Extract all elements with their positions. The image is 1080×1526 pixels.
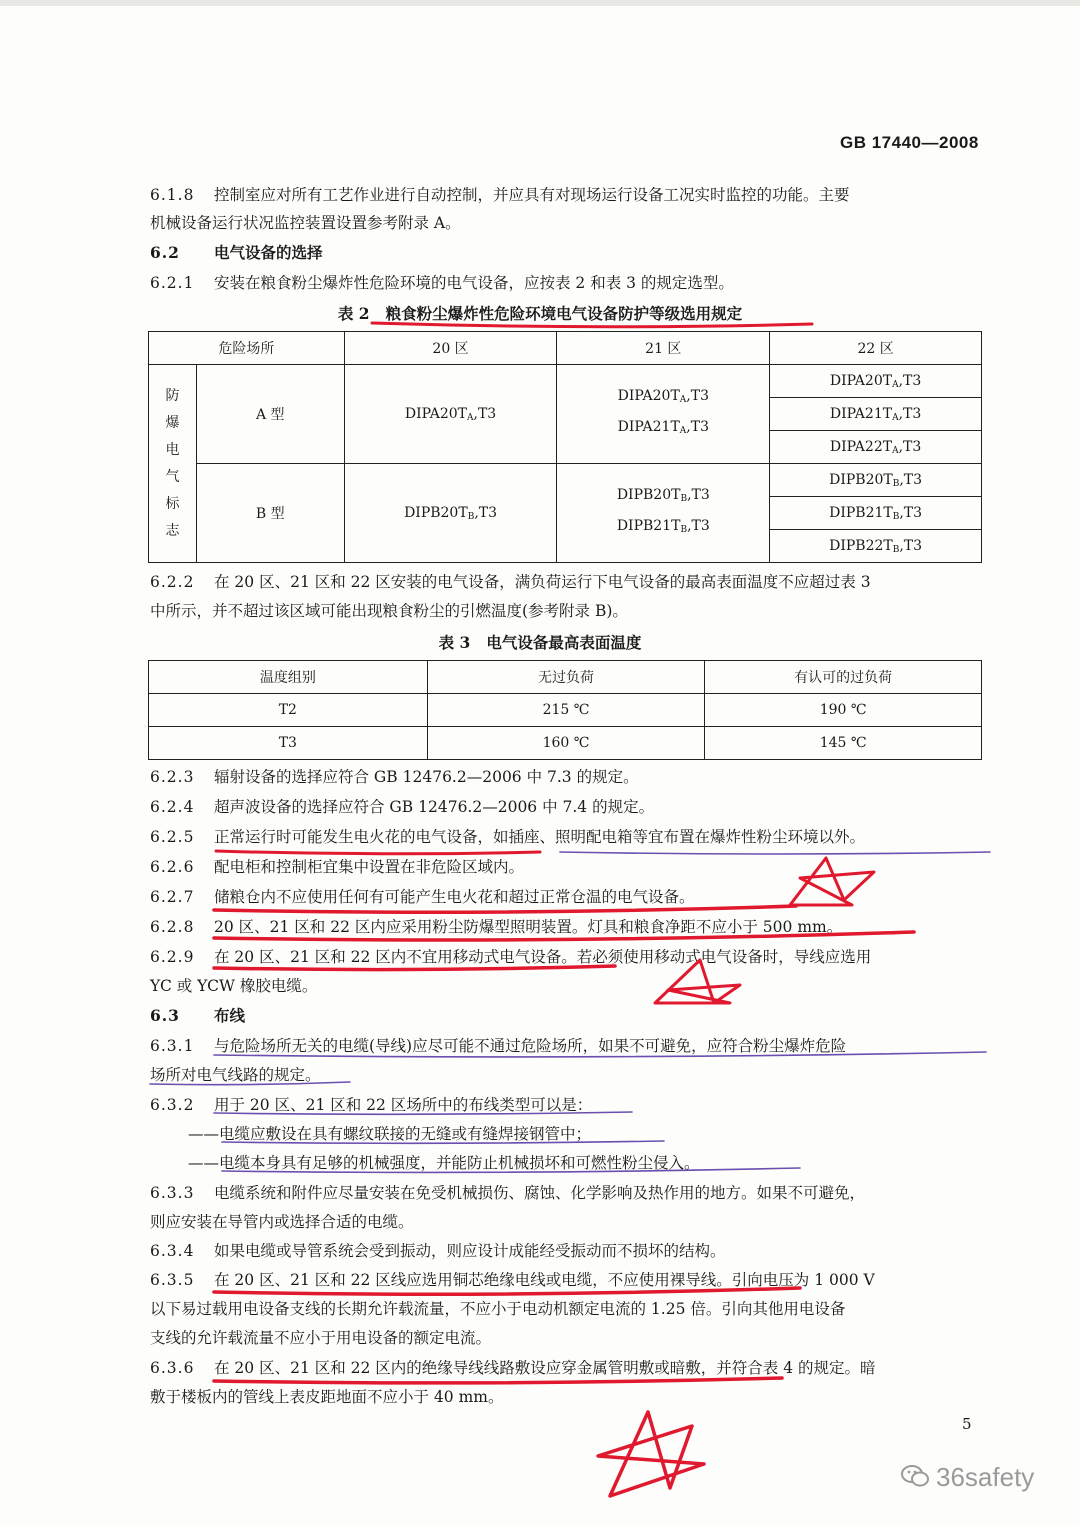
- label-char: 防: [165, 387, 180, 404]
- para-6-2-2: [150, 571, 990, 593]
- para-text: 与危险场所无关的电缆(导线)应尽可能不通过危险场所，如果不可避免，应符合粉尘爆炸危险: [214, 1037, 847, 1055]
- para-6-1-8: [150, 184, 990, 206]
- clause-number: 6.3.4: [150, 1242, 195, 1260]
- cell: $DIPB22T_B,T3$: [770, 530, 982, 563]
- cell: $DIPA21T_A,T3$: [770, 398, 982, 431]
- para-6-2-1: [150, 272, 990, 294]
- cell: $DIPB20T_B,T3$ $DIPB21T_B,T3$: [557, 464, 770, 563]
- page-top-edge: [0, 0, 1080, 6]
- para-text: 20 区、21 区和 22 区内应采用粉尘防爆型照明装置。灯具和粮食净距不应小于 500 mm。: [214, 918, 843, 936]
- table-row: [149, 365, 982, 398]
- cell: $DIPB20T_B,T3$: [344, 464, 557, 563]
- cell: T3: [149, 727, 428, 760]
- cell: $DIPB20T_B,T3$: [770, 464, 982, 497]
- para-6-2-3: [150, 766, 990, 788]
- para-text: 在 20 区、21 区和 22 区内的绝缘导线线路敷设应穿金属管明敷或暗敷，并符合表 4 的规定。暗: [214, 1359, 876, 1377]
- table-title: 电气设备最高表面温度: [486, 633, 642, 652]
- clause-number: 6.3.3: [150, 1184, 195, 1202]
- cell: 160 ℃: [427, 727, 705, 760]
- para-text: YC 或 YCW 橡胶电缆。: [150, 977, 318, 995]
- type-a-label: A 型: [196, 365, 344, 464]
- watermark: [900, 1462, 1034, 1493]
- clause-number: 6.3.2: [150, 1096, 195, 1114]
- para-text: 支线的允许载流量不应小于用电设备的额定电流。: [150, 1329, 492, 1347]
- header-cell: 21 区: [557, 332, 770, 365]
- section-6-3-heading: [150, 1005, 990, 1027]
- header-cell: 22 区: [770, 332, 982, 365]
- watermark-text: 36safety: [936, 1462, 1035, 1492]
- row-group-label: [149, 365, 197, 563]
- table2-caption: [0, 302, 1080, 324]
- cell: $DIPA20T_A,T3$ $DIPA21T_A,T3$: [557, 365, 770, 464]
- para-text: 以下易过载用电设备支线的长期允许载流量，不应小于电动机额定电流的 1.25 倍。引向其他用电设备: [150, 1300, 846, 1318]
- table-3: [148, 660, 982, 760]
- cell: $DIPA20T_A,T3$: [770, 365, 982, 398]
- table-title: 粮食粉尘爆炸性危险环境电气设备防护等级选用规定: [385, 304, 743, 323]
- para-text: 敷于楼板内的管线上表皮距地面不应小于 40 mm。: [150, 1388, 504, 1406]
- para-6-2-2-cont: [150, 600, 990, 622]
- para-6-3-4: [150, 1240, 990, 1262]
- label-char: 气: [165, 468, 180, 485]
- para-text: 场所对电气线路的规定。: [150, 1066, 321, 1084]
- section-6-2-heading: [150, 242, 990, 264]
- header-cell: 有认可的过负荷: [705, 661, 982, 694]
- header-cell: 无过负荷: [427, 661, 705, 694]
- label-char: 电: [165, 441, 180, 458]
- para-6-3-3-cont: [150, 1211, 990, 1233]
- para-6-3-1-cont: [150, 1064, 990, 1086]
- para-6-3-5-cont: [150, 1327, 990, 1349]
- para-6-2-9-cont: [150, 975, 990, 997]
- para-6-3-6: [150, 1357, 990, 1379]
- clause-number: 6.2.1: [150, 274, 195, 292]
- para-6-3-5-cont: [150, 1298, 990, 1320]
- list-item: [188, 1152, 1028, 1174]
- list-item: [188, 1123, 1028, 1145]
- para-text: 在 20 区、21 区和 22 区安装的电气设备，满负荷运行下电气设备的最高表面温度不应超过表 3: [214, 573, 871, 591]
- label-char: 爆: [165, 414, 180, 431]
- section-title: 电气设备的选择: [214, 243, 323, 262]
- wechat-icon: [900, 1463, 930, 1489]
- para-6-1-8-cont: [150, 212, 990, 234]
- para-text: 控制室应对所有工艺作业进行自动控制，并应具有对现场运行设备工况实时监控的功能。主要: [214, 186, 850, 204]
- clause-number: 6.2.3: [150, 768, 195, 786]
- clause-number: 6.2.9: [150, 948, 195, 966]
- para-text: 超声波设备的选择应符合 GB 12476.2—2006 中 7.4 的规定。: [214, 798, 655, 816]
- cell: 190 ℃: [705, 694, 982, 727]
- section-title: 布线: [214, 1006, 246, 1025]
- cell: T2: [149, 694, 428, 727]
- para-text: 在 20 区、21 区和 22 区内不宜用移动式电气设备。若必须使用移动式电气设备时，导线应选用: [214, 948, 872, 966]
- section-number: 6.2: [150, 243, 180, 262]
- table-number: 表 3: [438, 633, 471, 652]
- label-char: 志: [165, 522, 180, 539]
- clause-number: 6.3.1: [150, 1037, 195, 1055]
- red-underline: [216, 851, 540, 854]
- para-text: 如果电缆或导管系统会受到振动，则应设计成能经受振动而不损坏的结构。: [214, 1242, 726, 1260]
- para-text: 在 20 区、21 区和 22 区线应选用铜芯绝缘电线或电缆，不应使用裸导线。引向电压为 1 000 V: [214, 1271, 875, 1289]
- table-header-row: [149, 661, 982, 694]
- section-number: 6.3: [150, 1006, 180, 1025]
- cell: 145 ℃: [705, 727, 982, 760]
- clause-number: 6.3.6: [150, 1359, 195, 1377]
- table-row: [149, 694, 982, 727]
- page-number: 5: [962, 1415, 972, 1433]
- label-char: 标: [165, 495, 180, 512]
- para-text: 辐射设备的选择应符合 GB 12476.2—2006 中 7.3 的规定。: [214, 768, 639, 786]
- clause-number: 6.3.5: [150, 1271, 195, 1289]
- header-cell: 危险场所: [149, 332, 345, 365]
- table-row: [149, 464, 982, 497]
- cell: $DIPB21T_B,T3$: [770, 497, 982, 530]
- para-6-3-1: [150, 1035, 990, 1057]
- clause-number: 6.2.8: [150, 918, 195, 936]
- header-cell: 温度组别: [149, 661, 428, 694]
- para-6-3-2: [150, 1094, 990, 1116]
- para-6-2-5: [150, 826, 990, 848]
- list-item-text: ——电缆应敷设在具有螺纹联接的无缝或有缝焊接钢管中；: [188, 1125, 592, 1143]
- para-6-2-4: [150, 796, 990, 818]
- para-text: 用于 20 区、21 区和 22 区场所中的布线类型可以是：: [214, 1096, 593, 1114]
- para-6-2-6: [150, 856, 990, 878]
- para-text: 机械设备运行状况监控装置设置参考附录 A。: [150, 214, 461, 232]
- para-6-3-3: [150, 1182, 990, 1204]
- para-text: 配电柜和控制柜宜集中设置在非危险区域内。: [214, 858, 525, 876]
- para-text: 中所示，并不超过该区域可能出现粮食粉尘的引燃温度(参考附录 B)。: [150, 602, 628, 620]
- para-text: 电缆系统和附件应尽量安装在免受机械损伤、腐蚀、化学影响及热作用的地方。如果不可避免，: [214, 1184, 866, 1202]
- cell: 215 ℃: [427, 694, 705, 727]
- clause-number: 6.2.2: [150, 573, 195, 591]
- para-6-2-7: [150, 886, 990, 908]
- clause-number: 6.1.8: [150, 186, 195, 204]
- table-number: 表 2: [337, 304, 370, 323]
- para-6-3-6-cont: [150, 1386, 990, 1408]
- para-6-3-5: [150, 1269, 990, 1291]
- para-text: 则应安装在导管内或选择合适的电缆。: [150, 1213, 414, 1231]
- cell: $DIPA20T_A,T3$: [344, 365, 557, 464]
- red-star-mark: [598, 1412, 704, 1496]
- cell: $DIPA22T_A,T3$: [770, 431, 982, 464]
- table3-caption: [0, 631, 1080, 653]
- clause-number: 6.2.6: [150, 858, 195, 876]
- header-cell: 20 区: [344, 332, 557, 365]
- para-text: 正常运行时可能发生电火花的电气设备，如插座、照明配电箱等宜布置在爆炸性粉尘环境以外。: [214, 828, 866, 846]
- para-6-2-8: [150, 916, 990, 938]
- list-item-text: ——电缆本身具有足够的机械强度，并能防止机械损坏和可燃性粉尘侵入。: [188, 1154, 700, 1172]
- para-text: 储粮仓内不应使用任何有可能产生电火花和超过正常仓温的电气设备。: [214, 888, 695, 906]
- type-b-label: B 型: [196, 464, 344, 563]
- table-row: [149, 727, 982, 760]
- table-header-row: [149, 332, 982, 365]
- clause-number: 6.2.5: [150, 828, 195, 846]
- para-text: 安装在粮食粉尘爆炸性危险环境的电气设备，应按表 2 和表 3 的规定选型。: [214, 274, 734, 292]
- para-6-2-9: [150, 946, 990, 968]
- purple-underline: [560, 852, 990, 854]
- clause-number: 6.2.4: [150, 798, 195, 816]
- table-2: [148, 331, 982, 563]
- clause-number: 6.2.7: [150, 888, 195, 906]
- standard-number: GB 17440—2008: [840, 133, 979, 152]
